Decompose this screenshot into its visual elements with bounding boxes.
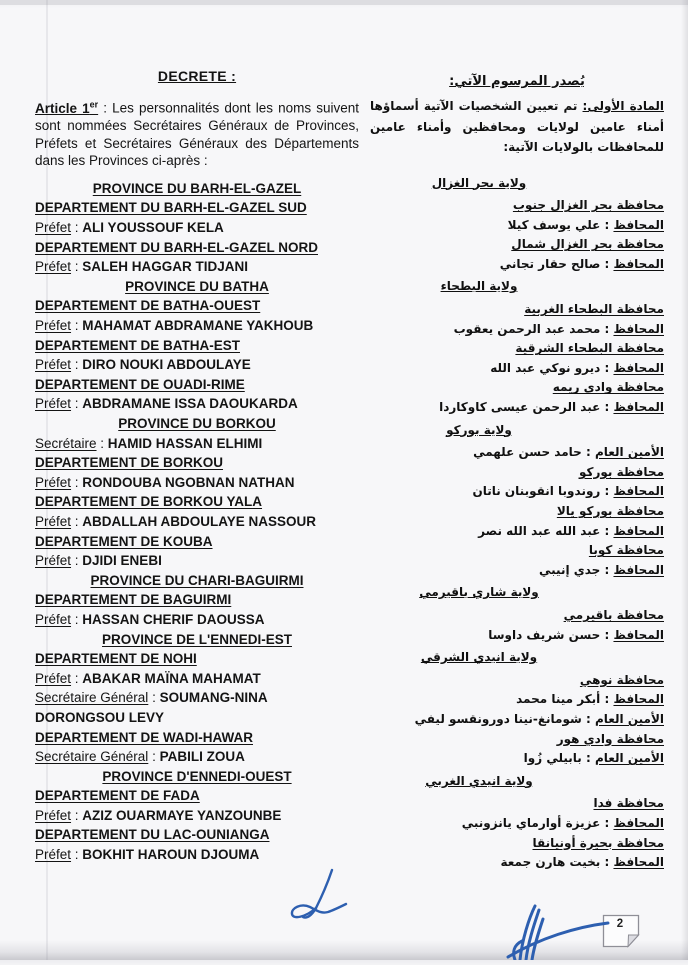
official-name: بخيت هارن جمعة (500, 855, 601, 870)
official-name: DIRO NOUKI ABDOULAYE (82, 357, 251, 373)
official-line (370, 749, 664, 769)
scan-edge-top (0, 0, 688, 5)
separator: : (71, 220, 83, 236)
official-role-label: المحافظ (613, 627, 664, 642)
official-name: بابيلي زُوا (523, 751, 582, 766)
official-line (370, 482, 664, 502)
department-heading: DEPARTEMENT DE OUADI-RIME (35, 376, 245, 392)
province-heading: PROVINCE DU CHARI-BAGUIRMI (90, 572, 304, 588)
prefecture-heading: محافظة بحيرة أونيانقا (532, 835, 664, 850)
article-label: Article 1er (35, 99, 99, 116)
official-line (35, 355, 359, 375)
signature-mark (468, 900, 618, 965)
separator: : (71, 611, 83, 627)
official-role-label: المحافظ (613, 523, 664, 538)
official-role-label: Préfet (35, 396, 72, 412)
official-line (370, 853, 664, 873)
official-line (35, 845, 359, 865)
official-line (35, 394, 359, 414)
prefecture-heading: محافظة البطحاء الشرقية (515, 341, 664, 356)
arabic-column (370, 74, 664, 873)
official-name: محمد عبد الرحمن يعقوب (453, 321, 601, 336)
wilaya-heading: ولاية بوركو (446, 422, 512, 437)
official-name: عبد الله عبد الله نصر (478, 523, 601, 538)
prefecture-heading: محافظة بوركو (578, 464, 664, 479)
wilaya-heading: ولاية شاري باقيرمي (419, 585, 539, 600)
decree-heading-arabic: يُصدر المرسوم الآتي: (449, 74, 585, 89)
separator: : (96, 435, 108, 451)
separator: : (600, 400, 614, 415)
official-role-label: Préfet (35, 318, 72, 334)
separator: : (71, 847, 83, 863)
separator: : (600, 360, 614, 375)
french-entries-list (35, 179, 359, 865)
official-name: DJIDI ENEBI (82, 553, 162, 569)
official-role-label: المحافظ (613, 217, 664, 232)
wilaya-heading: ولاية البطحاء (440, 279, 518, 294)
official-name: BOKHIT HAROUN DJOUMA (82, 847, 260, 863)
official-name: صالح حقار تجاني (499, 256, 601, 271)
official-line (35, 473, 359, 493)
article-sup: er (89, 99, 99, 109)
official-line (370, 398, 664, 418)
official-role-label: المحافظ (613, 855, 664, 870)
official-name: جدي إنيبي (539, 562, 601, 577)
province-heading: PROVINCE DU BATHA (125, 278, 269, 294)
official-line (35, 512, 359, 532)
french-column (35, 68, 359, 865)
province-heading: PROVINCE D'ENNEDI-OUEST (102, 768, 292, 784)
official-line (370, 690, 664, 710)
page-number: 2 (616, 918, 624, 930)
official-name: RONDOUBA NGOBNAN NATHAN (82, 474, 295, 490)
department-heading: DEPARTEMENT DE BORKOU (35, 455, 224, 471)
official-role-label: المحافظ (613, 562, 664, 577)
wilaya-heading: ولاية انيدي الغربي (425, 773, 533, 788)
department-heading: DEPARTEMENT DU BARH-EL-GAZEL NORD (35, 239, 318, 255)
official-role-label: المحافظ (613, 256, 664, 271)
separator: : (71, 553, 83, 569)
separator: : (71, 259, 83, 275)
prefecture-heading: محافظة بوركو يالا (556, 504, 664, 518)
official-line (370, 710, 664, 730)
arabic-entries-list (370, 174, 664, 873)
separator: : (600, 692, 614, 707)
official-name: أبكر مينا محمد (516, 692, 601, 707)
official-role-label: Secrétaire Général (35, 690, 149, 706)
official-line (370, 626, 664, 646)
wilaya-heading: ولاية انيدي الشرقي (420, 650, 538, 665)
official-role-label: Secrétaire (35, 435, 97, 451)
separator: : (71, 670, 83, 686)
official-line (370, 522, 664, 542)
official-name: شومانغ-نينا دورونقسو ليفي (414, 711, 582, 726)
separator: : (600, 562, 614, 577)
separator: : (600, 523, 614, 538)
official-name: MAHAMAT ABDRAMANE YAKHOUB (82, 318, 314, 334)
official-line (35, 434, 359, 454)
official-role-label: Préfet (35, 259, 72, 275)
official-line (370, 443, 664, 463)
official-name: علي يوسف كيلا (507, 217, 601, 232)
official-name: ABAKAR MAÏNA MAHAMAT (82, 670, 261, 686)
official-name: SALEH HAGGAR TIDJANI (82, 259, 249, 275)
official-role-label: Préfet (35, 220, 72, 236)
separator: : (600, 256, 614, 271)
official-name: HASSAN CHERIF DAOUSSA (82, 611, 265, 627)
department-heading: DEPARTEMENT DE BATHA-EST (35, 337, 240, 353)
official-name: AZIZ OUARMAYE YANZOUNBE (82, 807, 282, 823)
official-role-label: المحافظ (613, 360, 664, 375)
separator: : (581, 711, 595, 726)
official-name: ALI YOUSSOUF KELA (82, 220, 224, 236)
official-name: روندوبا انقوبنان ناتان (472, 484, 601, 499)
prefecture-heading: محافظة وادي ريمه (552, 380, 664, 395)
separator: : (581, 751, 595, 766)
official-line (370, 255, 664, 275)
department-heading: DEPARTEMENT DE BAGUIRMI (35, 592, 232, 608)
department-heading: DEPARTEMENT DE KOUBA (35, 533, 213, 549)
official-line (35, 316, 359, 336)
official-name: عزيزة أوارماي يانزونبي (461, 815, 601, 830)
separator: : (600, 217, 614, 232)
separator: : (71, 474, 83, 490)
official-line (35, 610, 359, 630)
official-name: حسن شريف داوسا (488, 627, 601, 642)
official-role-label: المحافظ (613, 815, 664, 830)
official-role-label: Préfet (35, 513, 72, 529)
separator: : (71, 357, 83, 373)
handwritten-initial-mark (286, 866, 356, 933)
official-name: ABDALLAH ABDOULAYE NASSOUR (82, 513, 317, 529)
article-text-arabic: تم تعيين الشخصيات الآتية أسماؤها أمناء عامين لولايات ومحافظين وأمناء عامين للمحافظات بالولايات الآتية: (370, 99, 664, 154)
official-line (370, 814, 664, 834)
department-heading: DEPARTEMENT DE NOHI (35, 651, 197, 667)
prefecture-heading: محافظة بحر الغزال شمال (511, 237, 664, 252)
official-name: حامد حسن علهمي (473, 445, 582, 460)
official-role-label: Préfet (35, 670, 72, 686)
official-role-label: Préfet (35, 474, 72, 490)
official-role-label: الأمين العام (594, 445, 664, 460)
page-number-badge (602, 914, 644, 948)
official-line (370, 359, 664, 379)
official-line (370, 216, 664, 236)
article-paragraph-arabic (370, 96, 664, 158)
official-role-label: المحافظ (613, 692, 664, 707)
official-name: عبد الرحمن عيسى كاوكاردا (439, 400, 601, 415)
official-role-label: المحافظ (613, 400, 664, 415)
official-role-label: Préfet (35, 553, 72, 569)
official-line (370, 561, 664, 581)
prefecture-heading: محافظة البطحاء الغربية (524, 302, 664, 317)
separator: : (600, 627, 614, 642)
official-line (35, 218, 359, 238)
article-paragraph (35, 96, 359, 170)
official-name: PABILI ZOUA (159, 749, 245, 765)
department-heading: DEPARTEMENT DU LAC-OUNIANGA (35, 827, 270, 843)
province-heading: PROVINCE DU BARH-EL-GAZEL (92, 180, 302, 196)
official-role-label: Secrétaire Général (35, 749, 149, 765)
official-line (370, 320, 664, 340)
separator: : (71, 396, 83, 412)
official-name: ABDRAMANE ISSA DAOUKARDA (82, 396, 298, 412)
official-line (35, 257, 359, 277)
separator: : (581, 445, 595, 460)
prefecture-heading: محافظة بحر الغزال جنوب (512, 198, 664, 213)
official-role-label: Préfet (35, 847, 72, 863)
separator: : (600, 321, 614, 336)
official-role-label: المحافظ (613, 484, 664, 499)
department-heading: DEPARTEMENT DE BORKOU YALA (35, 494, 263, 510)
article-text: : Les personnalités dont les noms suivent sont nommées Secrétaires Généraux de Provinces, Préfets et Secrétaires Généraux des Départements dans les Provinces ci-après : (35, 100, 359, 169)
separator: : (71, 807, 83, 823)
department-heading: DEPARTEMENT DE WADI-HAWAR (35, 729, 253, 745)
prefecture-heading: محافظة كوبا (588, 543, 664, 558)
prefecture-heading: محافظة باقيرمي (563, 607, 664, 622)
department-heading: DEPARTEMENT DU BARH-EL-GAZEL SUD (35, 200, 307, 216)
official-role-label: المحافظ (613, 321, 664, 336)
official-name: ديرو نوكي عبد الله (490, 360, 601, 375)
prefecture-heading: محافظة نوهي (579, 672, 664, 687)
separator: : (71, 513, 83, 529)
decree-title: DECRETE : (157, 68, 237, 84)
separator: : (71, 318, 83, 334)
official-role-label: Préfet (35, 611, 72, 627)
official-line (35, 688, 359, 727)
official-line (35, 747, 359, 767)
province-heading: PROVINCE DE L'ENNEDI-EST (102, 631, 292, 647)
official-name: SOUMANG-NINA DORONGSOU LEVY (35, 690, 268, 725)
official-line (35, 551, 359, 571)
official-role-label: الأمين العام (594, 711, 664, 726)
official-name: HAMID HASSAN ELHIMI (107, 435, 263, 451)
department-heading: DEPARTEMENT DE FADA (35, 788, 200, 804)
official-role-label: Préfet (35, 807, 72, 823)
wilaya-heading: ولاية بحر الغزال (431, 175, 527, 190)
official-line (35, 669, 359, 689)
prefecture-heading: محافظة وادي هور (556, 731, 664, 746)
official-role-label: Préfet (35, 357, 72, 373)
separator: : (600, 855, 614, 870)
separator: : (148, 690, 160, 706)
official-line (35, 806, 359, 826)
separator: : (600, 815, 614, 830)
official-role-label: الأمين العام (594, 751, 664, 766)
article-label-arabic: المادة الأولى: (582, 99, 664, 113)
prefecture-heading: محافظة فدا (593, 796, 664, 811)
scan-edge-right (681, 0, 688, 960)
province-heading: PROVINCE DU BORKOU (118, 416, 276, 431)
department-heading: DEPARTEMENT DE BATHA-OUEST (35, 298, 261, 314)
separator: : (148, 749, 160, 765)
separator: : (600, 484, 614, 499)
